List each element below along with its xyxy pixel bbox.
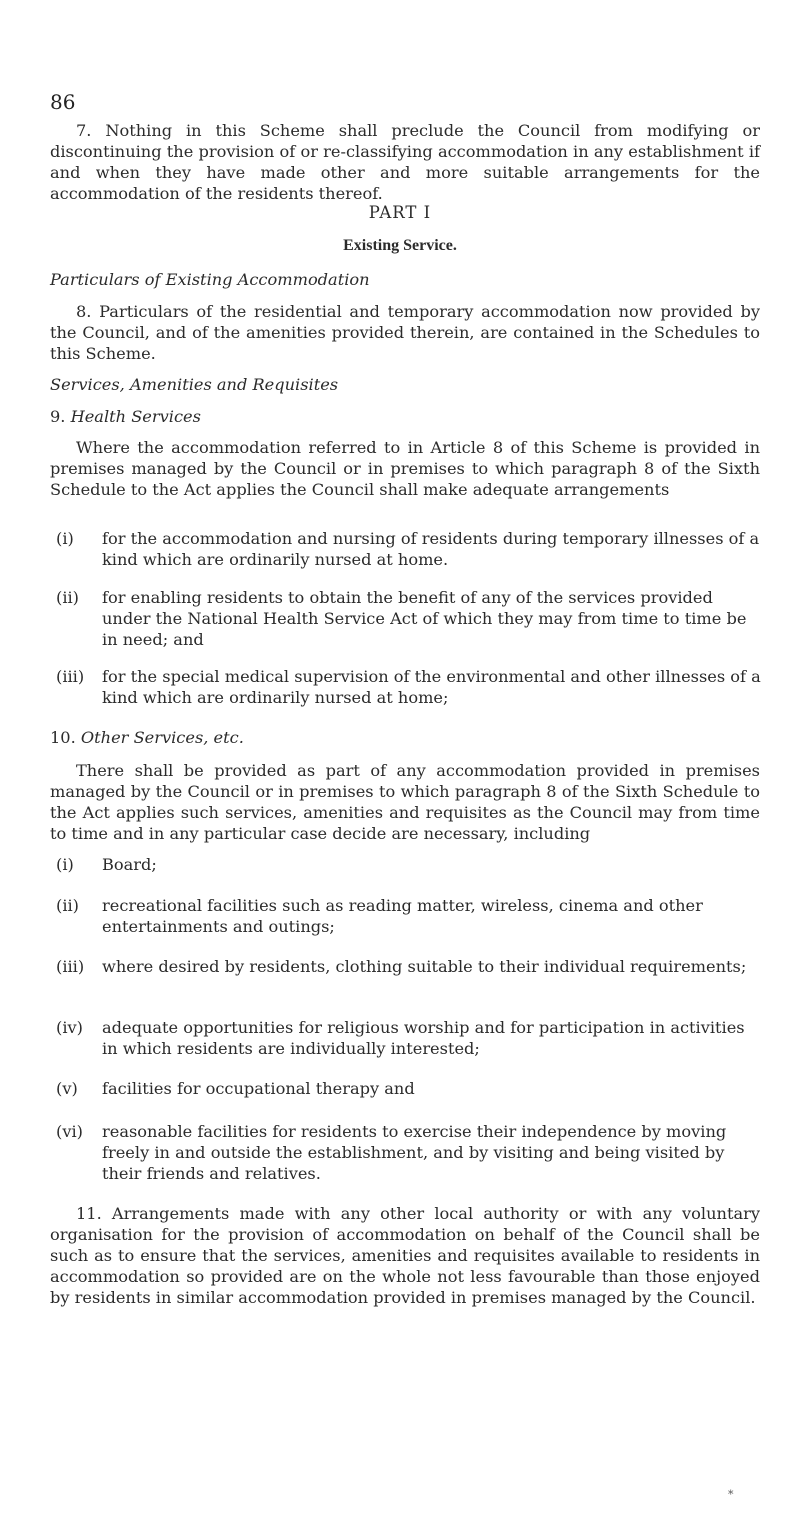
list-text: adequate opportunities for religious worship and for participation in activities in which residents are individually interested; [102,1018,745,1058]
list-item [50,666,765,708]
part-subtitle: Existing Service. [343,237,457,254]
paragraph-11: 11. Arrangements made with any other local authority or with any voluntary organisation for the provision of accommodation on behalf of the Council shall be such as to ensure that the services, amenities and requisites available to residents in accommodation so provided are on the whole not less favourable than those enjoyed by residents in similar accommodation provided in premises managed by the Council. [50,1204,760,1307]
list-item [50,1121,765,1184]
part-title: PART I [368,203,432,222]
section-9-number: 9. [50,407,66,426]
paragraph-7: 7. Nothing in this Scheme shall preclude the Council from modifying or discontinuing the provision of or re-classifying accommodation in any establishment if and when they have made other and more suitable arrangements for the accommodation of the residents thereof. [50,121,760,203]
section-10-number: 10. [50,728,76,747]
section-9-title: Health Services [70,407,201,426]
list-text: facilities for occupational therapy and [102,1079,415,1098]
section-10-intro: There shall be provided as part of any accommodation provided in premises managed by the Council or in premises to which paragraph 8 of the Sixth Schedule to the Act applies such services, amenities and requisites as the Council may from time to time and in any particular case decide are necessary, including [50,761,760,843]
list-marker: (vi) [56,1122,83,1141]
section-9-intro: Where the accommodation referred to in Article 8 of this Scheme is provided in premises managed by the Council or in premises to which paragraph 8 of the Sixth Schedule to the Act applies the Council shall make adequate arrangements [50,438,760,499]
list-text: recreational facilities such as reading matter, wireless, cinema and other entertainments and outings; [102,896,703,936]
list-marker: (iii) [56,957,85,976]
list-text: for the special medical supervision of the environmental and other illnesses of a kind which are ordinarily nursed at home; [102,667,761,707]
page-number: 86 [50,90,76,114]
list-marker: (iv) [56,1018,83,1037]
list-item [50,854,765,875]
list-text: where desired by residents, clothing suitable to their individual requirements; [102,957,747,976]
list-marker: (i) [56,855,74,874]
list-item [50,1078,765,1099]
section-10-heading [50,728,244,747]
list-item [50,895,765,937]
list-marker: (ii) [56,896,79,915]
section-9-heading [50,407,201,426]
list-item [50,956,765,977]
list-text: for the accommodation and nursing of residents during temporary illnesses of a kind which are ordinarily nursed at home. [102,529,760,569]
printer-mark: * [728,1488,734,1501]
list-text: reasonable facilities for residents to exercise their independence by moving freely in and outside the establishment, and by visiting and being visited by their friends and relatives. [102,1122,727,1183]
paragraph-8: 8. Particulars of the residential and temporary accommodation now provided by the Council, and of the amenities provided therein, are contained in the Schedules to this Scheme. [50,302,760,363]
list-text: for enabling residents to obtain the benefit of any of the services provided under the National Health Service Act of which they may from time to time be in need; and [102,588,747,649]
list-item [50,587,765,650]
list-marker: (i) [56,529,74,548]
list-item [50,528,765,570]
heading-particulars: Particulars of Existing Accommodation [50,270,370,289]
list-marker: (ii) [56,588,79,607]
list-marker: (v) [56,1079,78,1098]
section-10-title: Other Services, etc. [80,728,244,747]
list-marker: (iii) [56,667,85,686]
heading-services: Services, Amenities and Requisites [50,375,339,394]
list-text: Board; [102,855,157,874]
list-item [50,1017,765,1059]
